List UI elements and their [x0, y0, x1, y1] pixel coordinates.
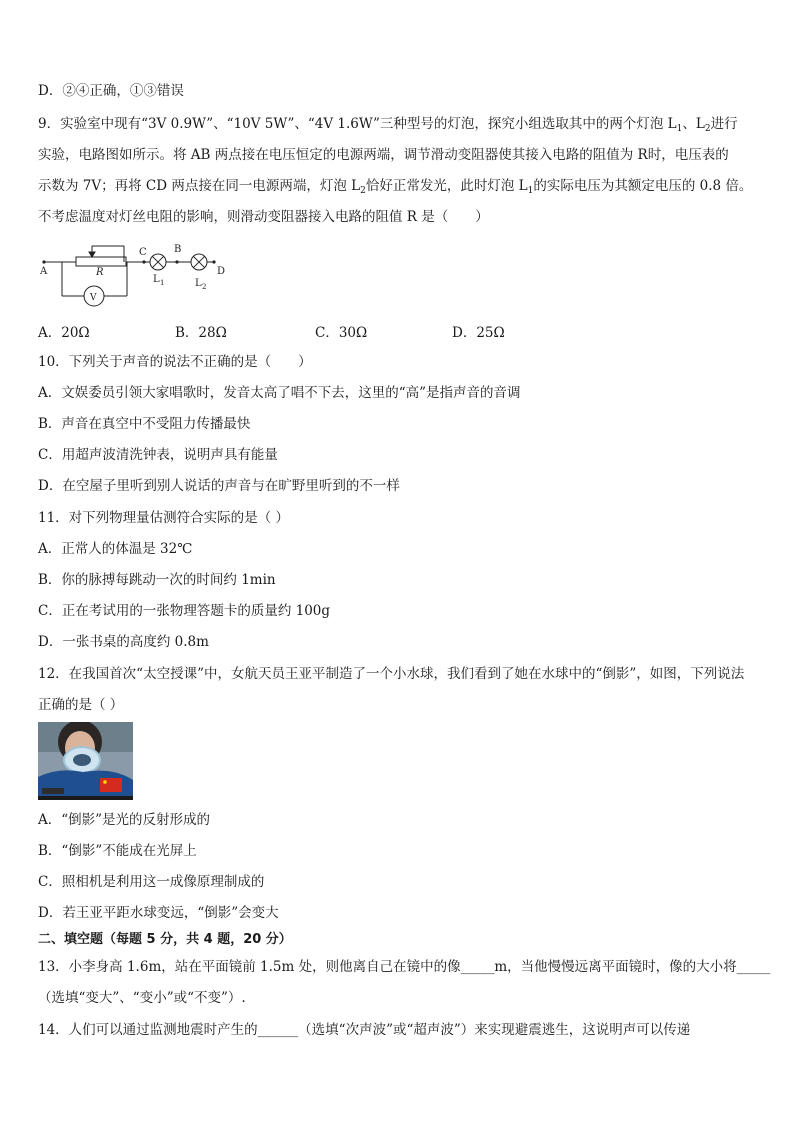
q8-option-d: D．②④正确，①③错误: [38, 83, 184, 99]
q9-option-d: D．25Ω: [452, 325, 505, 341]
q11-option-d: D．一张书桌的高度约 0.8m: [38, 634, 209, 650]
q12-stem-line2: 正确的是（ ）: [38, 697, 124, 713]
q9-option-c: C．30Ω: [315, 325, 368, 341]
label-l2-sub: 2: [202, 283, 207, 291]
q11-option-b: B．你的脉搏每跳动一次的时间约 1min: [38, 572, 276, 588]
q9-option-b: B．28Ω: [175, 325, 227, 341]
q10-stem: 10．下列关于声音的说法不正确的是（ ）: [38, 354, 312, 370]
label-a: A: [40, 266, 48, 277]
q14-stem-line1: 14．人们可以通过监测地震时产生的______（选填“次声波”或“超声波”）来实现避震逃生，这说明声可以传递: [38, 1022, 691, 1038]
label-r: R: [96, 267, 104, 278]
label-l1: L: [153, 274, 160, 285]
q9-stem-line3: 示数为 7V；再将 CD 两点接在同一电源两端，灯泡 $L_2$恰好正常发光，此时灯泡 $L_1$的实际电压为其额定电压的 0.8 倍。: [38, 178, 753, 196]
circuit-diagram: [34, 238, 244, 310]
q12-stem-line1: 12．在我国首次“太空授课”中，女航天员王亚平制造了一个小水球，我们看到了她在水球中的“倒影”，如图，下列说法: [38, 666, 745, 682]
q13-stem-line1: 13．小李身高 1.6m，站在平面镜前 1.5m 处，则他离自己在镜中的像_____m，当他慢慢远离平面镜时，像的大小将_____: [38, 959, 771, 975]
q12-option-b: B．“倒影”不能成在光屏上: [38, 843, 197, 859]
label-l1-sub: 1: [160, 279, 165, 287]
q12-option-d: D．若王亚平距水球变远，“倒影”会变大: [38, 905, 279, 921]
q10-option-a: A．文娱委员引领大家唱歌时，发音太高了唱不下去，这里的“高”是指声音的音调: [38, 385, 521, 401]
q11-stem: 11．对下列物理量估测符合实际的是（ ）: [38, 510, 289, 526]
label-d: D: [217, 266, 226, 277]
q9-stem-line4: 不考虑温度对灯丝电阻的影响，则滑动变阻器接入电路的阻值 R 是（ ）: [38, 209, 489, 225]
section-title: 二、填空题（每题 5 分，共 4 题，20 分）: [38, 932, 292, 947]
label-c: C: [139, 247, 147, 258]
q10-option-d: D．在空屋子里听到别人说话的声音与在旷野里听到的不一样: [38, 478, 400, 494]
q9-option-a: A．20Ω: [38, 325, 90, 341]
q9-stem-line1: 9．实验室中现有“3V 0.9W”、“10V 5W”、“4V 1.6W”三种型号的灯泡，探究小组选取其中的两个灯泡 $L_1$、$L_2$进行: [38, 116, 738, 134]
q11-option-c: C．正在考试用的一张物理答题卡的质量约 100g: [38, 603, 331, 619]
resistor-symbol: [76, 257, 126, 266]
q11-option-a: A．正常人的体温是 32℃: [38, 541, 193, 557]
q12-option-c: C．照相机是利用这一成像原理制成的: [38, 874, 265, 890]
q12-option-a: A．“倒影”是光的反射形成的: [38, 812, 211, 828]
label-v: V: [90, 293, 97, 303]
q10-option-c: C．用超声波清洗钟表，说明声具有能量: [38, 447, 278, 463]
label-b: B: [174, 244, 182, 255]
astronaut-water-ball-photo: [38, 722, 133, 800]
q10-option-b: B．声音在真空中不受阻力传播最快: [38, 416, 251, 432]
q13-stem-line2: （选填“变大”、“变小”或“不变”）.: [38, 990, 246, 1006]
label-l2: L: [195, 278, 202, 289]
q9-stem-line2: 实验，电路图如所示。将 AB 两点接在电压恒定的电源两端，调节滑动变阻器使其接入电路的阻值为 R时，电压表的: [38, 147, 729, 163]
